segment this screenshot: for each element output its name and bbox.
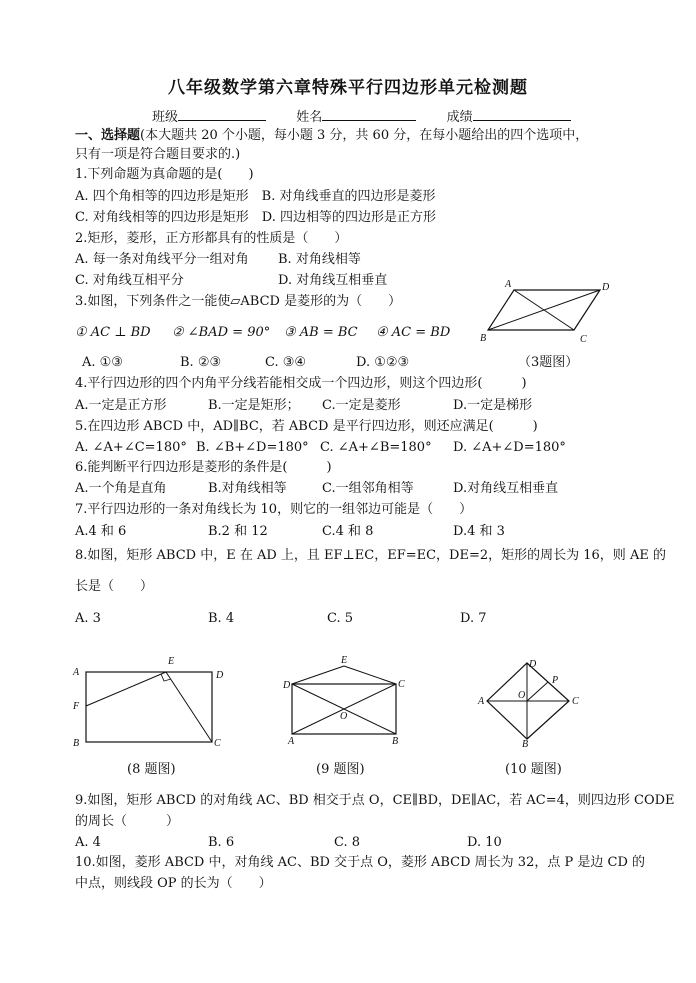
q4-option-a: A.一定是正方形 [75, 398, 167, 413]
rectangle-abcd [86, 672, 212, 742]
label-p: P [552, 675, 559, 686]
label-c: C [398, 679, 405, 690]
q9-stem-1: 9.如图，矩形 ABCD 的对角线 AC、BD 相交于点 O，CE∥BD，DE∥AC，若 AC=4，则四边形 CODE [75, 793, 675, 808]
figure-10-caption: (10 题图) [505, 762, 562, 777]
label-b: B [392, 736, 399, 745]
q3-condition-1: ① AC ⊥ BD [75, 325, 151, 340]
q7-stem: 7.平行四边形的一条对角线长为 10，则它的一组邻边可能是（ ） [75, 502, 473, 517]
q3-option-d: D. ①②③ [356, 355, 410, 370]
info-row [152, 107, 571, 126]
q3-option-c: C. ③④ [265, 355, 307, 370]
label-d: D [602, 282, 610, 293]
q5-stem: 5.在四边形 ABCD 中，AD∥BC，若 ABCD 是平行四边形，则还应满足( ) [75, 419, 538, 434]
segment-ec [166, 672, 212, 742]
q1-stem: 1.下列命题为真命题的是( ) [75, 167, 254, 182]
q3-condition-4: ④ AC = BD [376, 325, 451, 340]
q8-stem-2: 长是（ ） [75, 579, 154, 594]
q2-option-a: A. 每一条对角线平分一组对角 [75, 252, 249, 267]
q1-options-cd: C. 对角线相等的四边形是矩形 D. 四边相等的四边形是正方形 [75, 210, 436, 225]
segment-ce [344, 666, 396, 684]
q4-option-b: B.一定是矩形； [208, 398, 300, 413]
label-d: D [529, 659, 537, 670]
q6-option-c: C.一组邻角相等 [322, 481, 414, 496]
class-label: 班级 [152, 110, 179, 125]
q2-stem: 2.矩形，菱形，正方形都具有的性质是（ ） [75, 231, 348, 246]
figure-9-caption: (9 题图) [316, 762, 365, 777]
q10-stem-1: 10.如图，菱形 ABCD 中，对角线 AC、BD 交于点 O，菱形 ABCD 周长为 32，点 P 是边 CD 的 [75, 855, 645, 870]
label-a: A [73, 667, 80, 678]
score-field[interactable] [473, 107, 571, 121]
q8-option-d: D. 7 [460, 611, 487, 626]
q6-option-d: D.对角线互相垂直 [453, 481, 559, 496]
q3-option-a: A. ①③ [82, 355, 123, 370]
diagonal-bd [488, 290, 600, 330]
label-c: C [572, 696, 579, 707]
label-d: D [216, 670, 224, 681]
name-field[interactable] [322, 107, 416, 121]
q1-options-ab: A. 四个角相等的四边形是矩形 B. 对角线垂直的四边形是菱形 [75, 189, 436, 204]
q9-stem-2: 的周长（ ） [75, 814, 180, 829]
label-c: C [580, 334, 587, 345]
label-a: A [505, 279, 512, 290]
q8-option-b: B. 4 [208, 611, 235, 626]
q9-option-a: A. 4 [75, 835, 101, 850]
label-b: B [522, 739, 529, 747]
label-b: B [480, 333, 487, 344]
figure-10 [475, 655, 590, 751]
q5-option-c: C. ∠A+∠B=180° [320, 440, 432, 455]
q6-stem: 6.能判断平行四边形是菱形的条件是( ) [75, 460, 332, 475]
q2-option-d: D. 对角线互相垂直 [278, 273, 388, 288]
q3-option-b: B. ②③ [180, 355, 222, 370]
class-field[interactable] [178, 107, 266, 121]
section-intro [75, 127, 588, 144]
section-desc-2: 只有一项是符合题目要求的.) [75, 147, 241, 162]
q4-stem: 4.平行四边形的四个内角平分线若能相交成一个四边形，则这个四边形( ) [75, 376, 527, 391]
name-label: 姓名 [296, 110, 323, 125]
q3-figure [478, 276, 618, 350]
q9-option-c: C. 8 [334, 835, 361, 850]
q5-option-b: B. ∠B+∠D=180° [196, 440, 309, 455]
q4-option-c: C.一定是菱形 [322, 398, 401, 413]
label-f: F [73, 701, 80, 712]
q6-option-a: A.一个角是直角 [75, 481, 167, 496]
segment-de [292, 666, 344, 684]
q8-option-a: A. 3 [75, 611, 101, 626]
q8-stem-1: 8.如图，矩形 ABCD 中，E 在 AD 上，且 EF⊥EC，EF=EC，DE=2，矩形的周长为 16，则 AE 的 [75, 548, 666, 563]
section-heading: 一、选择题 [75, 128, 141, 143]
label-d: D [283, 680, 291, 691]
q9-option-b: B. 6 [208, 835, 235, 850]
label-a: A [478, 696, 485, 707]
section-desc-1: (本大题共 20 个小题，每小题 3 分，共 60 分，在每小题给出的四个选项中， [140, 128, 589, 143]
q7-option-a: A.4 和 6 [75, 524, 127, 539]
score-label: 成绩 [446, 110, 473, 125]
q5-option-d: D. ∠A+∠D=180° [453, 440, 566, 455]
q10-stem-2: 中点，则线段 OP 的长为（ ） [75, 876, 272, 891]
q2-option-b: B. 对角线相等 [278, 252, 361, 267]
label-c: C [214, 738, 221, 749]
q9-option-d: D. 10 [467, 835, 502, 850]
q4-option-d: D.一定是梯形 [453, 398, 533, 413]
segment-op [527, 682, 548, 701]
q5-option-a: A. ∠A+∠C=180° [75, 440, 187, 455]
segment-fe [86, 672, 166, 706]
label-o: O [340, 711, 348, 722]
q7-option-d: D.4 和 3 [453, 524, 505, 539]
q3-stem: 3.如图，下列条件之一能使▱ABCD 是菱形的为（ ） [75, 294, 402, 309]
q6-option-b: B.对角线相等 [208, 481, 287, 496]
q3-figure-caption: （3题图） [518, 355, 579, 370]
q3-condition-2: ② ∠BAD = 90° [172, 325, 271, 340]
label-e: E [168, 656, 175, 667]
label-e: E [341, 655, 348, 666]
q7-option-c: C.4 和 8 [322, 524, 374, 539]
figure-8 [70, 650, 235, 754]
label-a: A [288, 736, 295, 745]
figure-8-caption: (8 题图) [127, 762, 176, 777]
q2-option-c: C. 对角线互相平分 [75, 273, 184, 288]
q3-condition-3: ③ AB = BC [284, 325, 358, 340]
q7-option-b: B.2 和 12 [208, 524, 268, 539]
page-title: 八年级数学第六章特殊平行四边形单元检测题 [168, 78, 528, 98]
label-o: O [518, 690, 526, 701]
q8-option-c: C. 5 [327, 611, 354, 626]
figure-9 [280, 650, 415, 749]
label-b: B [73, 738, 80, 749]
